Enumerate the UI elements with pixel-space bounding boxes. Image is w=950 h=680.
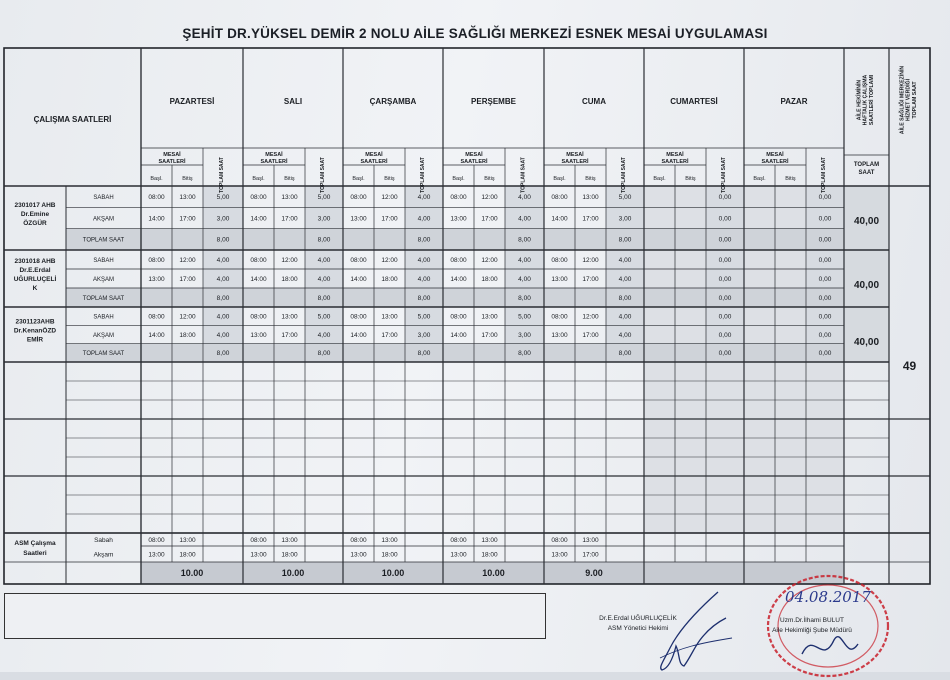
day-total: 0,00: [718, 275, 732, 283]
row-label: TOPLAM SAAT: [82, 237, 125, 244]
start-time: 14:00: [450, 275, 467, 283]
day-header-1: SALI: [283, 97, 303, 106]
start-time: 08:00: [148, 313, 165, 321]
day-total: 4,00: [417, 193, 431, 201]
end-time: 13:00: [481, 313, 498, 321]
service-total-value: 49: [902, 359, 917, 373]
asm-end-time: 18:00: [179, 551, 196, 559]
start-time: 13:00: [350, 215, 367, 223]
signature-right-title: Aile Hekimliği Şube Müdürü: [772, 627, 852, 634]
day-total: 3,00: [317, 215, 331, 223]
start-time: 08:00: [450, 256, 467, 264]
start-time: 13:00: [551, 331, 568, 339]
start-time: 08:00: [148, 193, 165, 201]
end-time: 18:00: [481, 275, 498, 283]
day-total: 4,00: [618, 313, 632, 321]
asm-day-total: 10.00: [381, 568, 405, 578]
day-total: 5,00: [317, 193, 331, 201]
bitis-label: Bitiş: [284, 176, 295, 182]
toplam-saat-vertical: TOPLAM SAAT: [721, 157, 727, 193]
day-total: 5,00: [216, 193, 230, 201]
day-header-5: CUMARTESİ: [670, 97, 718, 106]
doctor-name: K: [32, 285, 38, 292]
day-total: 4,00: [618, 256, 632, 264]
start-time: 13:00: [148, 275, 165, 283]
day-total: 8,00: [216, 236, 230, 244]
end-time: 18:00: [381, 275, 398, 283]
row-label: TOPLAM SAAT: [82, 351, 125, 358]
day-total: 4,00: [317, 256, 331, 264]
weekly-total-value: 40,00: [853, 337, 880, 348]
doctor-name: 2301123AHB: [15, 318, 55, 326]
day-total: 0,00: [818, 294, 832, 302]
basl-label: Başl.: [753, 176, 766, 182]
basl-label: Başl.: [252, 176, 265, 182]
day-total: 8,00: [518, 350, 531, 358]
day-total: 0,00: [818, 313, 832, 321]
signature-right: [748, 616, 876, 636]
day-total: 3,00: [618, 215, 632, 223]
doctor-name: UĞURLUÇELİ: [13, 276, 57, 283]
weekly-total-label: SAAT: [858, 170, 875, 176]
asm-start-time: 13:00: [450, 551, 467, 559]
asm-start-time: 08:00: [350, 537, 367, 544]
asm-start-time: 08:00: [250, 537, 267, 544]
end-time: 17:00: [381, 215, 398, 223]
end-time: 17:00: [582, 331, 599, 339]
day-total: 4,00: [216, 275, 230, 283]
day-total: 0,00: [818, 331, 832, 339]
asm-row-label: Sabah: [94, 537, 113, 544]
end-time: 17:00: [281, 215, 298, 223]
start-time: 08:00: [450, 193, 467, 201]
mesai-label: MESAİ: [365, 152, 383, 158]
bitis-label: Bitiş: [182, 176, 193, 182]
row-label: AKŞAM: [92, 216, 115, 223]
asm-day-total: 10.00: [281, 568, 305, 578]
signature-left-name: Dr.E.Erdal UĞURLUÇELİK: [599, 615, 677, 622]
day-total: 8,00: [518, 236, 531, 244]
signature-left-title: ASM Yönetici Hekimi: [607, 625, 669, 632]
toplam-saat-vertical: TOPLAM SAAT: [821, 157, 827, 193]
day-total: 0,00: [718, 294, 732, 302]
asm-day-total: 10.00: [482, 568, 505, 578]
day-total: 0,00: [718, 236, 732, 244]
mesai-label: MESAİ: [666, 152, 684, 158]
day-total: 8,00: [317, 294, 331, 302]
mesai-label: MESAİ: [566, 152, 584, 158]
doctor-name: 2301018 AHB: [14, 258, 56, 265]
asm-start-time: 08:00: [148, 537, 165, 544]
day-header-6: PAZAR: [780, 97, 808, 106]
asm-end-time: 18:00: [281, 551, 298, 559]
weekly-total-shade: [844, 186, 889, 362]
day-total: 4,00: [417, 256, 431, 264]
row-label: AKŞAM: [92, 332, 115, 339]
mesai-label: MESAİ: [163, 152, 181, 158]
day-total: 4,00: [417, 215, 431, 223]
day-total: 5,00: [317, 313, 331, 321]
day-total: 8,00: [417, 294, 431, 302]
weekly-total-value: 40,00: [853, 216, 880, 227]
day-total: 0,00: [718, 350, 732, 358]
doctor-name: EMİR: [26, 336, 44, 344]
start-time: 14:00: [250, 215, 267, 223]
asm-end-time: 13:00: [481, 537, 498, 544]
day-header-4: CUMA: [582, 97, 606, 106]
start-time: 08:00: [250, 256, 267, 264]
asm-start-time: 08:00: [551, 537, 568, 544]
day-total: 0,00: [818, 350, 832, 358]
basl-label: Başl.: [553, 176, 566, 182]
end-time: 13:00: [582, 193, 599, 201]
start-time: 14:00: [450, 331, 467, 339]
mesai-label: SAATLERİ: [260, 159, 288, 165]
day-total: 4,00: [216, 313, 230, 321]
day-total: 8,00: [417, 350, 431, 358]
mesai-label: MESAİ: [465, 152, 483, 158]
row-label: SABAH: [93, 257, 114, 264]
notes-box: [4, 593, 546, 639]
day-total: 5,00: [417, 313, 431, 321]
end-time: 17:00: [481, 215, 498, 223]
end-time: 12:00: [582, 313, 599, 321]
day-total: 4,00: [618, 331, 632, 339]
mesai-label: SAATLERİ: [661, 159, 689, 165]
day-total: 4,00: [518, 256, 531, 264]
mesai-label: SAATLERİ: [460, 159, 488, 165]
day-header-0: PAZARTESİ: [169, 97, 215, 106]
row-label: SABAH: [93, 194, 114, 201]
toplam-saat-vertical: TOPLAM SAAT: [219, 157, 225, 193]
day-total: 0,00: [718, 256, 732, 264]
end-time: 12:00: [582, 256, 599, 264]
basl-label: Başl.: [352, 176, 365, 182]
mesai-label: SAATLERİ: [158, 159, 186, 165]
day-total: 8,00: [417, 236, 431, 244]
start-time: 14:00: [148, 215, 165, 223]
bitis-label: Bitiş: [685, 176, 696, 182]
day-total: 8,00: [618, 350, 632, 358]
start-time: 13:00: [450, 215, 467, 223]
weekly-hours-header: AİLE HEKİMİNİNHAFTALIK ÇALIŞMASAATLERİ TOPLAMI: [856, 74, 875, 126]
end-time: 17:00: [481, 331, 498, 339]
day-total: 4,00: [216, 331, 230, 339]
row-label: AKŞAM: [92, 276, 115, 283]
asm-label: ASM Çalışma: [14, 540, 56, 547]
day-total: 4,00: [518, 215, 531, 223]
start-time: 08:00: [450, 313, 467, 321]
bitis-label: Bitiş: [785, 176, 796, 182]
doctor-name: Dr.Emine: [20, 211, 50, 218]
day-total: 4,00: [618, 275, 632, 283]
day-header-3: PERŞEMBE: [471, 97, 516, 106]
row-label: SABAH: [93, 314, 114, 321]
day-total: 3,00: [216, 215, 230, 223]
mesai-label: SAATLERİ: [561, 159, 589, 165]
start-time: 08:00: [350, 193, 367, 201]
day-total: 8,00: [518, 294, 531, 302]
toplam-saat-vertical: TOPLAM SAAT: [320, 157, 326, 193]
start-time: 08:00: [551, 256, 568, 264]
signature-right-name: Uzm.Dr.İlhami BULUT: [780, 617, 844, 624]
mesai-label: SAATLERİ: [761, 159, 789, 165]
weekly-total-value: 40,00: [853, 280, 880, 291]
start-time: 08:00: [250, 193, 267, 201]
start-time: 08:00: [148, 256, 165, 264]
start-time: 14:00: [551, 215, 568, 223]
day-total: 8,00: [216, 350, 230, 358]
day-total: 0,00: [718, 331, 732, 339]
row-label: TOPLAM SAAT: [82, 295, 125, 302]
basl-label: Başl.: [150, 176, 163, 182]
mesai-label: MESAİ: [766, 152, 784, 158]
day-total: 4,00: [417, 275, 431, 283]
day-total: 5,00: [518, 313, 531, 321]
day-total: 4,00: [317, 275, 331, 283]
toplam-saat-vertical: TOPLAM SAAT: [520, 157, 527, 193]
end-time: 12:00: [481, 256, 498, 264]
asm-end-time: 13:00: [582, 537, 599, 544]
start-time: 08:00: [551, 193, 568, 201]
asm-end-time: 17:00: [582, 551, 599, 559]
end-time: 17:00: [381, 331, 398, 339]
day-total: 4,00: [317, 331, 331, 339]
start-time: 08:00: [250, 313, 267, 321]
mesai-label: SAATLERİ: [360, 159, 388, 165]
end-time: 18:00: [179, 331, 196, 339]
bitis-label: Bitiş: [384, 176, 395, 182]
start-time: 14:00: [148, 331, 165, 339]
end-time: 17:00: [582, 275, 599, 283]
day-total: 8,00: [317, 236, 331, 244]
end-time: 12:00: [179, 256, 196, 264]
day-total: 4,00: [518, 275, 531, 283]
toplam-saat-vertical: TOPLAM SAAT: [621, 157, 627, 193]
start-time: 13:00: [250, 331, 267, 339]
day-total: 0,00: [718, 313, 732, 321]
start-time: 08:00: [551, 313, 568, 321]
end-time: 13:00: [381, 313, 398, 321]
end-time: 13:00: [281, 313, 298, 321]
day-total: 3,00: [518, 331, 531, 339]
page-title: ŞEHİT DR.YÜKSEL DEMİR 2 NOLU AİLE SAĞLIĞI MERKEZİ ESNEK MESAİ UYGULAMASI: [182, 26, 768, 41]
asm-end-time: 18:00: [481, 551, 498, 559]
day-total: 8,00: [618, 294, 632, 302]
day-total: 8,00: [618, 236, 632, 244]
asm-start-time: 13:00: [551, 551, 568, 559]
end-time: 12:00: [281, 256, 298, 264]
day-total: 0,00: [718, 193, 732, 201]
start-time: 14:00: [350, 331, 367, 339]
basl-label: Başl.: [452, 176, 465, 182]
day-total: 0,00: [718, 215, 732, 223]
asm-day-total: 10.00: [180, 568, 204, 578]
bitis-label: Bitiş: [585, 176, 596, 182]
day-total: 0,00: [818, 256, 832, 264]
day-total: 0,00: [818, 236, 832, 244]
day-total: 4,00: [518, 193, 531, 201]
stamp-date: 04.08.2017: [785, 588, 871, 606]
mesai-label: MESAİ: [265, 152, 283, 158]
asm-start-time: 13:00: [148, 551, 165, 559]
signature-left: [578, 614, 698, 634]
doctor-name: 2301017 AHB: [14, 202, 56, 209]
asm-end-time: 13:00: [381, 537, 398, 544]
end-time: 18:00: [281, 275, 298, 283]
start-time: 14:00: [350, 275, 367, 283]
end-time: 17:00: [281, 331, 298, 339]
asm-day-total: 9.00: [585, 568, 603, 578]
asm-end-time: 18:00: [381, 551, 398, 559]
service-hours-header: AİLE SAĞLIĞI MERKEZİNİNHİZMET VERDİĞİTOPLAM SAAT: [899, 65, 918, 135]
day-header-2: ÇARŞAMBA: [369, 97, 417, 106]
end-time: 13:00: [179, 193, 196, 201]
toplam-saat-vertical: TOPLAM SAAT: [420, 157, 426, 193]
asm-row-label: Akşam: [93, 551, 114, 559]
asm-end-time: 13:00: [179, 537, 196, 544]
day-total: 4,00: [216, 256, 230, 264]
end-time: 12:00: [381, 193, 398, 201]
start-time: 13:00: [551, 275, 568, 283]
day-total: 8,00: [216, 294, 230, 302]
doctor-name: ÖZGÜR: [23, 220, 47, 227]
asm-end-time: 13:00: [281, 537, 298, 544]
start-time: 14:00: [250, 275, 267, 283]
day-total: 5,00: [618, 193, 632, 201]
day-total: 0,00: [818, 215, 832, 223]
day-total: 3,00: [417, 331, 431, 339]
day-total: 8,00: [317, 350, 331, 358]
start-time: 08:00: [350, 256, 367, 264]
end-time: 17:00: [582, 215, 599, 223]
bitis-label: Bitiş: [484, 176, 495, 182]
doctor-name: Dr.E.Erdal: [19, 267, 51, 274]
basl-label: Başl.: [653, 176, 666, 182]
start-time: 08:00: [350, 313, 367, 321]
asm-label: Saatleri: [23, 550, 47, 557]
calisma-header: ÇALIŞMA SAATLERİ: [33, 115, 112, 124]
end-time: 17:00: [179, 275, 196, 283]
end-time: 12:00: [381, 256, 398, 264]
end-time: 13:00: [281, 193, 298, 201]
asm-start-time: 13:00: [250, 551, 267, 559]
end-time: 17:00: [179, 215, 196, 223]
day-total: 0,00: [818, 193, 832, 201]
end-time: 12:00: [481, 193, 498, 201]
day-total: 0,00: [818, 275, 832, 283]
doctor-name: Dr.KenanÖZD: [13, 327, 57, 335]
end-time: 12:00: [179, 313, 196, 321]
weekly-total-label: TOPLAM: [853, 162, 880, 168]
asm-start-time: 08:00: [450, 537, 467, 544]
asm-start-time: 13:00: [350, 551, 367, 559]
